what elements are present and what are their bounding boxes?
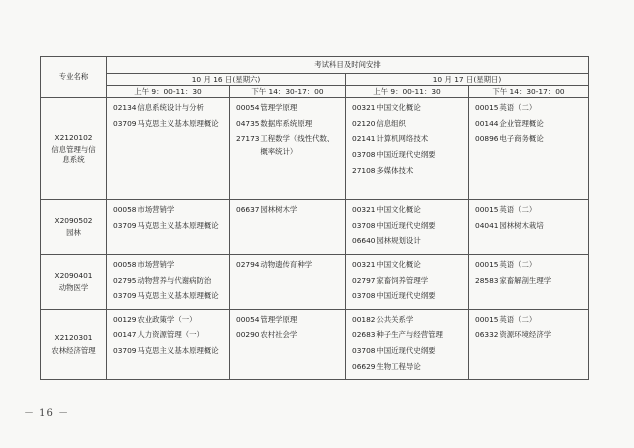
session-cell-d1-pm xyxy=(230,98,346,200)
course-name: 动物遗传育种学 xyxy=(260,259,313,269)
course-item xyxy=(236,103,341,113)
course-code: 03708 xyxy=(352,291,376,301)
course-item xyxy=(352,260,464,270)
course-name: 园林规划设计 xyxy=(376,236,421,246)
course-item xyxy=(352,236,464,246)
course-item xyxy=(352,150,464,160)
course-item xyxy=(113,103,225,113)
course-item xyxy=(113,119,225,129)
course-item xyxy=(113,260,225,270)
session-cell-d2-am xyxy=(346,309,469,380)
course-item xyxy=(352,291,464,301)
course-name: 园林树木栽培 xyxy=(499,220,544,230)
course-name: 人力资源管理（一） xyxy=(137,330,204,340)
header-row-days xyxy=(41,74,589,86)
course-code: 03708 xyxy=(352,346,376,355)
course-item xyxy=(352,103,464,113)
course-item xyxy=(113,205,225,215)
course-item xyxy=(352,330,464,340)
session-cell-d1-am xyxy=(107,200,230,255)
course-item xyxy=(236,119,341,129)
course-item xyxy=(113,315,225,325)
major-name: 信息管理与信息系统 xyxy=(51,145,96,164)
session-cell-d2-am xyxy=(346,98,469,200)
course-code: 02134 xyxy=(113,103,137,112)
course-name: 市场营销学 xyxy=(137,259,175,269)
course-code: 00290 xyxy=(236,330,260,340)
major-column-header: 专业名称 xyxy=(41,57,107,98)
schedule-body xyxy=(41,98,589,380)
course-code: 06640 xyxy=(352,236,376,246)
course-item xyxy=(475,103,584,113)
course-item xyxy=(352,119,464,129)
day1-header: 10 月 16 日(星期六) xyxy=(107,74,346,86)
course-item xyxy=(475,119,584,129)
course-code: 06332 xyxy=(475,330,499,340)
course-code: 03708 xyxy=(352,149,376,159)
course-item xyxy=(352,315,464,325)
course-item xyxy=(475,260,584,270)
major-name: 农林经济管理 xyxy=(51,346,96,355)
course-item xyxy=(236,134,341,144)
day1-afternoon-header: 下午 14：30-17：00 xyxy=(230,86,346,98)
course-name: 马克思主义基本原理概论 xyxy=(137,346,219,355)
course-code: 02794 xyxy=(236,259,260,269)
course-name: 管理学原理 xyxy=(260,103,298,112)
course-name: 英语（二） xyxy=(499,205,537,214)
header-row-title xyxy=(41,57,589,74)
major-cell xyxy=(41,309,107,380)
day2-morning-header: 上午 9：00-11：30 xyxy=(346,86,469,98)
course-code: 02797 xyxy=(352,275,376,285)
course-code: 02683 xyxy=(352,330,376,340)
course-item xyxy=(113,330,225,340)
course-code: 00015 xyxy=(475,314,499,324)
major-code: X2120102 xyxy=(54,132,93,142)
course-code: 02120 xyxy=(352,118,376,128)
session-cell-d1-am xyxy=(107,98,230,200)
course-name: 数据库系统原理 xyxy=(260,118,313,128)
session-cell-d2-am xyxy=(346,254,469,309)
exam-schedule-table xyxy=(40,56,589,380)
course-code: 04735 xyxy=(236,118,260,128)
course-item xyxy=(113,221,225,231)
course-name: 概率统计） xyxy=(260,146,298,156)
course-code: 06637 xyxy=(236,205,260,214)
course-name: 中国近现代史纲要 xyxy=(376,346,436,355)
course-item xyxy=(352,205,464,215)
course-name: 园林树木学 xyxy=(260,205,298,214)
course-name: 生物工程导论 xyxy=(376,361,421,371)
course-code: 00015 xyxy=(475,259,499,269)
course-name: 中国近现代史纲要 xyxy=(376,220,436,230)
major-cell xyxy=(41,200,107,255)
course-code: 02141 xyxy=(352,134,376,144)
session-cell-d1-pm xyxy=(230,254,346,309)
course-code: 00129 xyxy=(113,314,137,324)
course-item xyxy=(236,315,341,325)
course-code: 27108 xyxy=(352,165,376,175)
session-cell-d1-pm xyxy=(230,200,346,255)
course-name: 种子生产与经营管理 xyxy=(376,330,443,340)
course-name: 电子商务概论 xyxy=(499,134,544,144)
course-name: 家畜解剖生理学 xyxy=(499,275,552,285)
course-code: 00054 xyxy=(236,314,260,324)
course-item xyxy=(236,260,341,270)
course-item xyxy=(236,205,341,215)
course-item xyxy=(236,330,341,340)
schedule-title: 考试科目及时间安排 xyxy=(107,57,589,74)
course-name: 中国文化概论 xyxy=(376,103,421,112)
course-name: 马克思主义基本原理概论 xyxy=(137,291,219,301)
course-name: 计算机网络技术 xyxy=(376,134,429,144)
session-cell-d1-pm xyxy=(230,309,346,380)
course-code: 00896 xyxy=(475,134,499,144)
course-item xyxy=(236,147,341,157)
course-name: 英语（二） xyxy=(499,259,537,269)
course-code: 00054 xyxy=(236,103,260,112)
course-name: 英语（二） xyxy=(499,103,537,112)
course-code: 00015 xyxy=(475,205,499,214)
major-cell xyxy=(41,254,107,309)
course-item xyxy=(475,134,584,144)
course-code: 00321 xyxy=(352,205,376,214)
major-code: X2090502 xyxy=(54,215,93,225)
session-cell-d2-pm xyxy=(469,254,589,309)
course-item xyxy=(352,362,464,372)
course-code: 04041 xyxy=(475,220,499,230)
course-item xyxy=(475,276,584,286)
course-code: 00182 xyxy=(352,314,376,324)
course-item xyxy=(475,315,584,325)
course-item xyxy=(352,166,464,176)
course-item xyxy=(113,291,225,301)
course-code: 03709 xyxy=(113,291,137,301)
course-name: 多媒体技术 xyxy=(376,165,414,175)
session-cell-d1-am xyxy=(107,254,230,309)
course-name: 动物营养与代谢病防治 xyxy=(137,275,212,285)
course-code: 00147 xyxy=(113,330,137,340)
day2-header: 10 月 17 日(星期日) xyxy=(346,74,589,86)
course-code: 28583 xyxy=(475,275,499,285)
course-name: 中国文化概论 xyxy=(376,259,421,269)
day1-morning-header: 上午 9：00-11：30 xyxy=(107,86,230,98)
course-item xyxy=(475,205,584,215)
course-name: 资源环境经济学 xyxy=(499,330,552,340)
course-name: 信息系统设计与分析 xyxy=(137,103,204,112)
session-cell-d2-pm xyxy=(469,309,589,380)
course-code: 00144 xyxy=(475,118,499,128)
course-code: 27173 xyxy=(236,134,260,144)
course-item xyxy=(113,346,225,356)
table-row xyxy=(41,309,589,380)
course-code: 00058 xyxy=(113,205,137,214)
course-code: 03709 xyxy=(113,118,137,128)
major-cell xyxy=(41,98,107,200)
course-name: 农村社会学 xyxy=(260,330,298,340)
course-item xyxy=(352,346,464,356)
course-name: 企业管理概论 xyxy=(499,118,544,128)
course-code: 00058 xyxy=(113,259,137,269)
course-name: 中国文化概论 xyxy=(376,205,421,214)
course-code: 03708 xyxy=(352,220,376,230)
course-name: 公共关系学 xyxy=(376,314,414,324)
course-name: 信息组织 xyxy=(376,118,406,128)
course-name: 工程数学（线性代数、 xyxy=(260,134,335,144)
course-code: 00321 xyxy=(352,259,376,269)
course-code: 00015 xyxy=(475,103,499,112)
session-cell-d1-am xyxy=(107,309,230,380)
major-name: 动物医学 xyxy=(58,283,89,293)
course-item xyxy=(352,221,464,231)
course-name: 马克思主义基本原理概论 xyxy=(137,118,219,128)
table-row xyxy=(41,254,589,309)
session-cell-d2-am xyxy=(346,200,469,255)
course-item xyxy=(475,221,584,231)
course-name: 市场营销学 xyxy=(137,205,175,214)
course-name: 中国近现代史纲要 xyxy=(376,149,436,159)
course-item xyxy=(352,134,464,144)
course-code: 06629 xyxy=(352,361,376,371)
page-number: － 16 － xyxy=(24,408,70,419)
header-row-sessions xyxy=(41,86,589,98)
day2-afternoon-header: 下午 14：30-17：00 xyxy=(469,86,589,98)
course-code: 03709 xyxy=(113,346,137,355)
session-cell-d2-pm xyxy=(469,200,589,255)
table-row xyxy=(41,98,589,200)
major-code: X2090401 xyxy=(54,270,93,280)
course-item xyxy=(475,330,584,340)
course-code: 02795 xyxy=(113,275,137,285)
major-code: X2120301 xyxy=(54,333,93,343)
course-item xyxy=(352,276,464,286)
course-name: 中国近现代史纲要 xyxy=(376,291,436,301)
course-code: 03709 xyxy=(113,220,137,230)
session-cell-d2-pm xyxy=(469,98,589,200)
major-name: 园林 xyxy=(66,228,81,238)
course-name: 马克思主义基本原理概论 xyxy=(137,220,219,230)
table-row xyxy=(41,200,589,255)
course-name: 农业政策学（一） xyxy=(137,314,197,324)
course-item xyxy=(113,276,225,286)
course-code: 00321 xyxy=(352,103,376,112)
course-name: 家畜饲养管理学 xyxy=(376,275,429,285)
course-name: 管理学原理 xyxy=(260,314,298,324)
course-name: 英语（二） xyxy=(499,314,537,324)
